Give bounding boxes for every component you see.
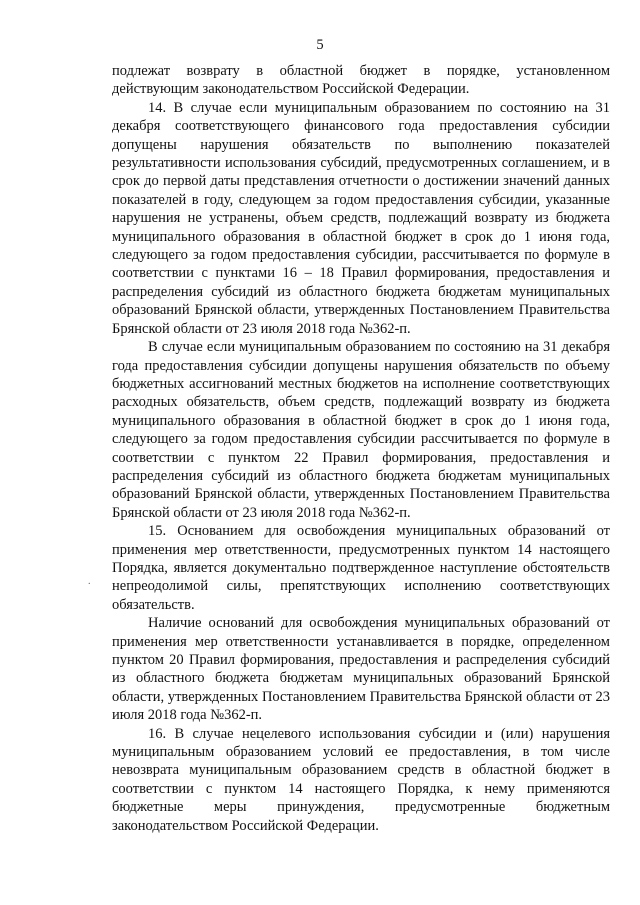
paragraph-continuation: подлежат возврату в областной бюджет в порядке, установленном действующим законодательством Российской Федерации. <box>112 63 610 98</box>
page-number: 5 <box>316 37 324 53</box>
paragraph-15-second: Наличие оснований для освобождения муниципальных образований от применения мер ответственности устанавливается в порядке, определенном пунктом 20 Правил формирования, предоставления и распределения субсидий из областного бюджета бюджетам муниципальных образований Брянской области, утвержденных Постановлением Правительства Брянской области от 23 июля 2018 года №362-п. <box>112 615 610 724</box>
margin-mark: . <box>88 576 91 587</box>
paragraph-14-second: В случае если муниципальным образованием по состоянию на 31 декабря года предоставления субсидии допущены нарушения обязательств по объему бюджетных ассигнований местных бюджетов на исполнение соответствующих расходных обязательств, объем средств, подлежащий возврату из бюджета муниципального образования в областной бюджет в срок до 1 июня года, следующего за годом предоставления субсидии рассчитывается по формуле в соответствии с пунктом 22 Правил формирования, предоставления и распределения субсидий из областного бюджета бюджетам муниципальных образований Брянской области, утвержденных Постановлением Правительства Брянской области от 23 июля 2018 года №362-п. <box>112 339 610 521</box>
paragraph-14: 14. В случае если муниципальным образованием по состоянию на 31 декабря соответствующего финансового года предоставления субсидии допущены нарушения обязательств по выполнению показателей результативности использования субсидий, предусмотренных соглашением, и в срок до первой даты представления отчетности о достижении значений данных показателей в году, следующем за годом предоставления субсидии, указанные нарушения не устранены, объем средств, подлежащий возврату из бюджета муниципального образования в областной бюджет в срок до 1 июня года, следующего за годом предоставления субсидии, рассчитывается по формуле в соответствии с пунктами 16 – 18 Правил формирования, предоставления и распределения субсидий из областного бюджета бюджетам муниципальных образований Брянской области, утвержденных Постановлением Правительства Брянской области от 23 июля 2018 года №362-п. <box>112 99 610 337</box>
paragraph-16: 16. В случае нецелевого использования субсидии и (или) нарушения муниципальным образованием условий ее предоставления, в том числе невозврата муниципальным образованием средств в областной бюджет в соответствии с пунктом 14 настоящего Порядка, к нему применяются бюджетные меры принуждения, предусмотренные бюджетным законодательством Российской Федерации. <box>112 725 610 834</box>
document-body <box>112 62 610 835</box>
paragraph-15: 15. Основанием для освобождения муниципальных образований от применения мер ответственности, предусмотренных пунктом 14 настоящего Порядка, является документально подтвержденное наступление обстоятельств непреодолимой силы, препятствующих исполнению соответствующих обязательств. <box>112 523 610 613</box>
